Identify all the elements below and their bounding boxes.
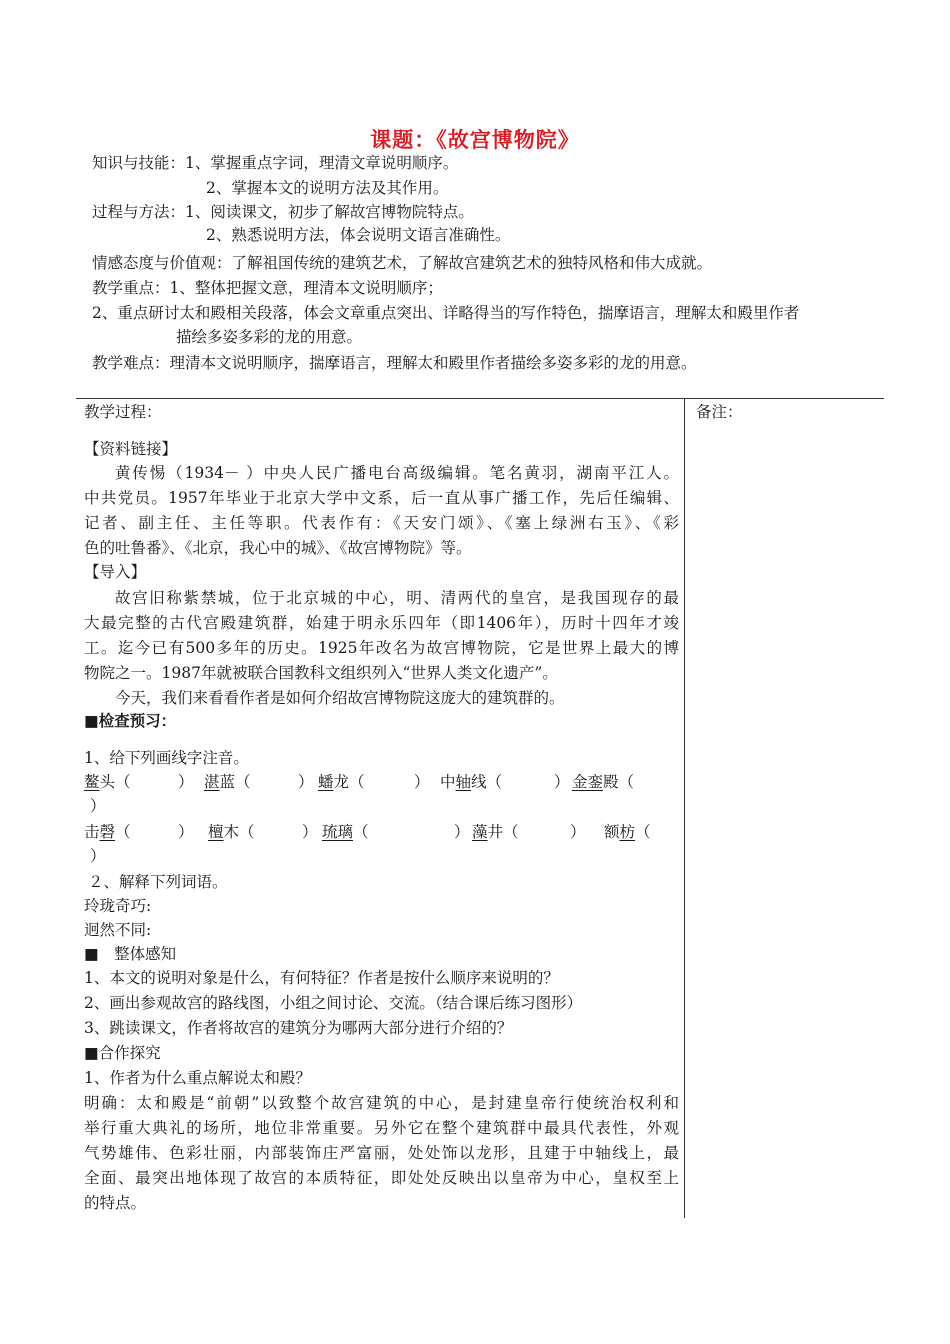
table-column-divider	[684, 398, 685, 1218]
objective-emotion: 情感态度与价值观：了解祖国传统的建筑艺术，了解故宫建筑艺术的独特风格和伟大成就。	[92, 254, 713, 272]
pinyin-item: 蟠龙（	[318, 773, 365, 791]
page-title: 课题：《故宫博物院》	[370, 128, 580, 152]
pinyin-close-paren: ）	[298, 773, 314, 791]
intro-line: 大最完整的古代宫殿建筑群，始建于明永乐四年（即1406年），历时十四年才竣	[84, 614, 679, 632]
key-point-2a: 2、重点研讨太和殿相关段落，体会文章重点突出、详略得当的写作特色，揣摩语言，理解太和殿里作者	[92, 304, 800, 322]
objective-knowledge-2: 2、掌握本文的说明方法及其作用。	[206, 179, 449, 197]
pinyin-item: 鳌头（	[84, 773, 131, 791]
pinyin-close-paren: ）	[178, 823, 194, 841]
intro-heading: 【导入】	[84, 563, 147, 581]
overall-heading: ■ 整体感知	[84, 945, 177, 963]
intro-last-line: 今天，我们来看看作者是如何介绍故宫博物院这庞大的建筑群的。	[115, 689, 565, 707]
pinyin-item: 额枋（	[604, 823, 651, 841]
table-top-rule	[76, 398, 884, 399]
notes-label: 备注：	[696, 403, 743, 421]
answer-line: 明确：太和殿是“前朝”以致整个故宫建筑的中心，是封建皇帝行使统治权利和	[84, 1094, 679, 1112]
pinyin-item: 琉璃（	[322, 823, 369, 841]
coop-heading: ■合作探究	[84, 1044, 161, 1062]
objective-knowledge-1: 知识与技能：1、掌握重点字词，理清文章说明顺序。	[92, 154, 459, 172]
pinyin-close-paren: ）	[90, 797, 106, 815]
answer-line: 的特点。	[84, 1194, 147, 1212]
intro-line: 故宫旧称紫禁城，位于北京城的中心，明、清两代的皇宫，是我国现存的最	[115, 589, 679, 607]
key-point-1: 教学重点：1、整体把握文意，理清本文说明顺序；	[92, 279, 443, 297]
overall-question: 3、跳读课文，作者将故宫的建筑分为哪两大部分进行介绍的？	[84, 1019, 513, 1037]
answer-line: 全面、最突出地体现了故宫的本质特征，即处处反映出以皇帝为中心，皇权至上	[84, 1169, 679, 1187]
overall-question: 1、本文的说明对象是什么，有何特征？作者是按什么顺序来说明的？	[84, 969, 559, 987]
preview-heading: ■检查预习：	[84, 711, 177, 730]
answer-line: 举行重大典礼的场所，地位非常重要。另外它在整个建筑群中最具代表性，外观	[84, 1119, 679, 1137]
pinyin-close-paren: ）	[414, 773, 430, 791]
word-2: 迥然不同:	[84, 921, 152, 939]
pinyin-close-paren: ）	[90, 847, 106, 865]
pinyin-close-paren: ）	[554, 773, 570, 791]
pinyin-close-paren: ）	[454, 823, 470, 841]
pinyin-item: 金銮殿（	[572, 773, 635, 791]
pinyin-close-paren: ）	[302, 823, 318, 841]
resource-line: 记者、副主任、主任等职。代表作有：《天安门颂》、《塞上绿洲右玉》、《彩	[84, 514, 679, 532]
pinyin-item: 击磬（	[84, 823, 131, 841]
resource-line: 黄传惕（1934－ ）中央人民广播电台高级编辑。笔名黄羽，湖南平江人。	[115, 464, 679, 482]
overall-question: 2、画出参观故宫的路线图，小组之间讨论、交流。（结合课后练习图形）	[84, 994, 583, 1012]
pinyin-close-paren: ）	[570, 823, 586, 841]
question-2: ２、解释下列词语。	[88, 873, 228, 891]
question-1: 1、给下列画线字注音。	[84, 749, 249, 767]
intro-line: 工。迄今已有500多年的历史。1925年改名为故宫博物院，它是世界上最大的博	[84, 639, 679, 657]
pinyin-item: 湛蓝（	[204, 773, 251, 791]
key-point-2b: 描绘多姿多彩的龙的用意。	[176, 328, 363, 346]
resource-line: 色的吐鲁番》、《北京，我心中的城》、《故宫博物院》等。	[84, 539, 472, 557]
objective-process-2: 2、熟悉说明方法，体会说明文语言准确性。	[206, 226, 511, 244]
pinyin-row-2	[84, 820, 679, 844]
pinyin-row-1	[84, 770, 679, 794]
intro-line: 物院之一。1987年就被联合国教科文组织列入“世界人类文化遗产”。	[84, 664, 558, 682]
resource-heading: 【资料链接】	[84, 440, 178, 458]
resource-line: 中共党员。1957年毕业于北京大学中文系，后一直从事广播工作，先后任编辑、	[84, 489, 679, 507]
difficulty: 教学难点：理清本文说明顺序，揣摩语言，理解太和殿里作者描绘多姿多彩的龙的用意。	[92, 354, 697, 372]
answer-line: 气势雄伟、色彩壮丽，内部装饰庄严富丽，处处饰以龙形，且建于中轴线上，最	[84, 1144, 679, 1162]
coop-question-1: 1、作者为什么重点解说太和殿？	[84, 1069, 311, 1087]
process-heading: 教学过程：	[84, 403, 162, 421]
pinyin-item: 中轴线（	[440, 773, 503, 791]
pinyin-item: 藻井（	[472, 823, 519, 841]
pinyin-item: 檀木（	[208, 823, 255, 841]
word-1: 玲珑奇巧:	[84, 897, 152, 915]
pinyin-close-paren: ）	[178, 773, 194, 791]
objective-process-1: 过程与方法：1、阅读课文，初步了解故宫博物院特点。	[92, 203, 474, 221]
